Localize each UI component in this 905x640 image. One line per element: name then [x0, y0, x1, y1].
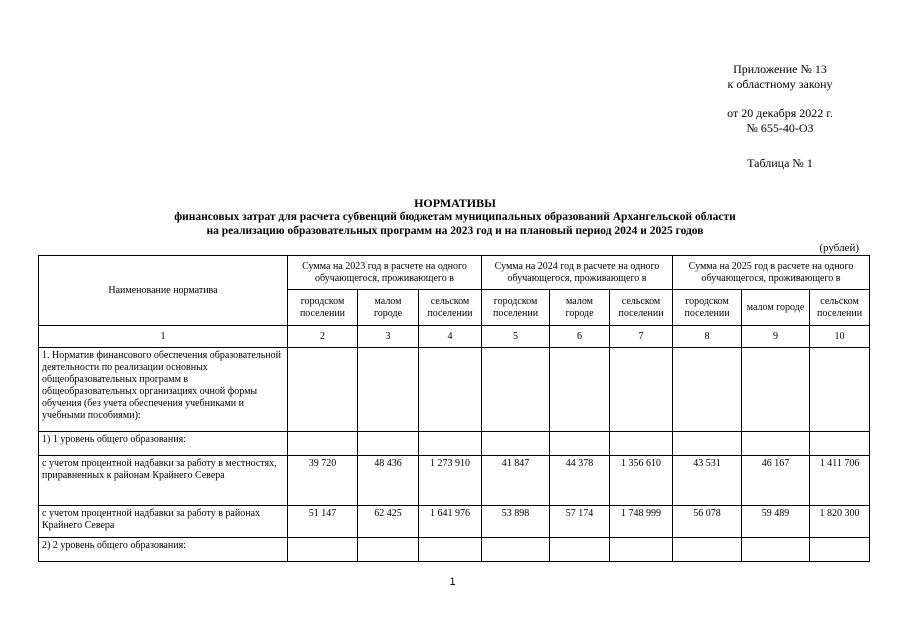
value-cell: 46 167 — [742, 456, 810, 506]
column-number: 10 — [810, 326, 870, 348]
title-line-3: на реализацию образовательных программ на 2023 год и на плановый период 2024 и 2025 годов — [206, 225, 704, 237]
column-number: 2 — [288, 326, 358, 348]
value-cell: 48 436 — [358, 456, 419, 506]
value-cell — [550, 348, 610, 432]
header-year-2025: Сумма на 2025 год в расчете на одного обучающегося, проживающего в — [673, 256, 870, 290]
subheader-city: городском поселении — [482, 290, 550, 326]
value-cell — [482, 348, 550, 432]
column-number: 4 — [419, 326, 482, 348]
table-row — [39, 348, 870, 432]
appendix-header — [700, 62, 860, 171]
column-number: 3 — [358, 326, 419, 348]
law-number: № 655-40-ОЗ — [746, 121, 814, 135]
column-number: 5 — [482, 326, 550, 348]
title-line-2: финансовых затрат для расчета субвенций бюджетам муниципальных образований Архангельской области — [174, 211, 736, 223]
column-number: 6 — [550, 326, 610, 348]
norm-name: с учетом процентной надбавки за работу в местностях, приравненных к районам Крайнего Севера — [39, 456, 288, 506]
value-cell — [742, 538, 810, 562]
norm-name: 2) 2 уровень общего образования: — [39, 538, 288, 562]
value-cell: 44 378 — [550, 456, 610, 506]
value-cell — [673, 538, 742, 562]
value-cell — [288, 432, 358, 456]
document-title — [40, 196, 870, 238]
value-cell: 53 898 — [482, 506, 550, 538]
value-cell — [610, 538, 673, 562]
column-number: 9 — [742, 326, 810, 348]
subheader-city: городском поселении — [673, 290, 742, 326]
value-cell — [742, 432, 810, 456]
value-cell — [288, 538, 358, 562]
value-cell: 51 147 — [288, 506, 358, 538]
value-cell: 57 174 — [550, 506, 610, 538]
norm-name: 1. Норматив финансового обеспечения образовательной деятельности по реализации основных общеобразовательных программ в общеобразовательных организациях очной формы обучения (без учета обеспечения учебниками и учебными пособиями): — [39, 348, 288, 432]
appendix-number: Приложение № 13 — [733, 62, 827, 76]
value-cell: 1 411 706 — [810, 456, 870, 506]
header-name: Наименование норматива — [39, 256, 288, 326]
value-cell — [550, 538, 610, 562]
value-cell — [610, 348, 673, 432]
value-cell — [358, 538, 419, 562]
value-cell — [810, 538, 870, 562]
subheader-city: городском поселении — [288, 290, 358, 326]
value-cell — [742, 348, 810, 432]
value-cell: 1 273 910 — [419, 456, 482, 506]
column-number: 1 — [39, 326, 288, 348]
value-cell: 59 489 — [742, 506, 810, 538]
norm-name: с учетом процентной надбавки за работу в районах Крайнего Севера — [39, 506, 288, 538]
value-cell — [358, 348, 419, 432]
page-number: 1 — [449, 576, 456, 588]
title-line-1: НОРМАТИВЫ — [414, 196, 496, 210]
value-cell — [810, 432, 870, 456]
value-cell — [810, 348, 870, 432]
header-year-2023: Сумма на 2023 год в расчете на одного обучающегося, проживающего в — [288, 256, 482, 290]
subheader-rural: сельском поселении — [610, 290, 673, 326]
column-number: 8 — [673, 326, 742, 348]
value-cell — [482, 432, 550, 456]
value-cell — [419, 538, 482, 562]
subheader-rural: сельском поселении — [810, 290, 870, 326]
subheader-small-town: малом городе — [550, 290, 610, 326]
value-cell — [358, 432, 419, 456]
value-cell: 1 356 610 — [610, 456, 673, 506]
value-cell: 1 748 999 — [610, 506, 673, 538]
value-cell — [288, 348, 358, 432]
value-cell: 62 425 — [358, 506, 419, 538]
value-cell — [673, 348, 742, 432]
column-number: 7 — [610, 326, 673, 348]
table-row — [39, 538, 870, 562]
table-row — [39, 506, 870, 538]
value-cell: 1 820 300 — [810, 506, 870, 538]
units-label: (рублей) — [819, 242, 859, 254]
value-cell — [482, 538, 550, 562]
value-cell: 56 078 — [673, 506, 742, 538]
value-cell — [419, 348, 482, 432]
value-cell: 41 847 — [482, 456, 550, 506]
table-row — [39, 456, 870, 506]
value-cell — [673, 432, 742, 456]
norms-table — [38, 255, 870, 562]
value-cell — [550, 432, 610, 456]
value-cell: 1 641 976 — [419, 506, 482, 538]
subheader-small-town: малом городе — [742, 290, 810, 326]
header-year-2024: Сумма на 2024 год в расчете на одного обучающегося, проживающего в — [482, 256, 673, 290]
table-row — [39, 432, 870, 456]
table-number: Таблица № 1 — [747, 156, 813, 170]
appendix-law-ref: к областному закону — [727, 77, 833, 91]
value-cell — [610, 432, 673, 456]
subheader-small-town: малом городе — [358, 290, 419, 326]
value-cell — [419, 432, 482, 456]
value-cell: 43 531 — [673, 456, 742, 506]
norm-name: 1) 1 уровень общего образования: — [39, 432, 288, 456]
value-cell: 39 720 — [288, 456, 358, 506]
law-date: от 20 декабря 2022 г. — [727, 106, 833, 120]
subheader-rural: сельском поселении — [419, 290, 482, 326]
